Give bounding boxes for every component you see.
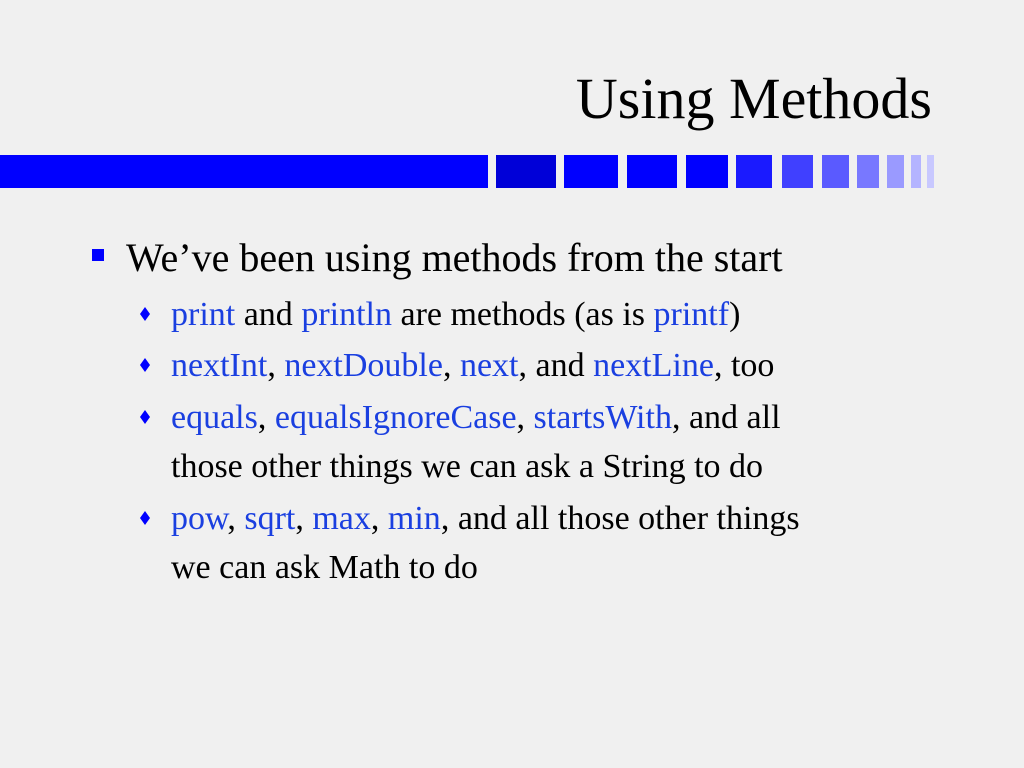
plain-text: are methods (as is [391,296,654,333]
method-name: next [459,347,519,384]
method-name: nextLine [593,347,714,384]
method-name: nextDouble [284,347,443,384]
diamond-bullet-icon [140,307,150,321]
plain-text: , [370,500,388,537]
plain-text: , [295,500,313,537]
square-bullet-icon [92,249,104,261]
slide-title: Using Methods [575,66,932,131]
method-name: print [171,296,236,333]
plain-text: , [257,399,275,436]
method-name: nextInt [171,347,268,384]
method-name: printf [653,296,730,333]
method-name: startsWith [533,399,672,436]
method-name: max [312,500,371,537]
diamond-bullet-icon [140,511,150,525]
plain-text: , and [518,347,594,384]
method-name: pow [171,500,228,537]
plain-text: and [235,296,302,333]
sub-bullet-line [171,341,931,390]
plain-text: , [442,347,460,384]
method-name: min [387,500,441,537]
plain-text: , [267,347,285,384]
sub-bullet-line: we can ask Math to do [171,549,478,586]
method-name: sqrt [244,500,296,537]
plain-text: ) [729,296,741,333]
plain-text: , [227,500,245,537]
method-name: println [301,296,392,333]
plain-text: , too [713,347,775,384]
diamond-bullet-icon [140,410,150,424]
bullet-main-text: We’ve been using methods from the start [126,235,783,280]
plain-text: , [516,399,534,436]
plain-text: , and all those other things [440,500,800,537]
method-name: equals [171,399,258,436]
sub-bullet-line [171,494,931,543]
diamond-bullet-icon [140,358,150,372]
sub-bullet-line: those other things we can ask a String to do [171,448,764,485]
sub-bullet-line [171,290,931,339]
sub-bullet-line [171,393,931,442]
method-name: equalsIgnoreCase [274,399,517,436]
plain-text: , and all [671,399,781,436]
